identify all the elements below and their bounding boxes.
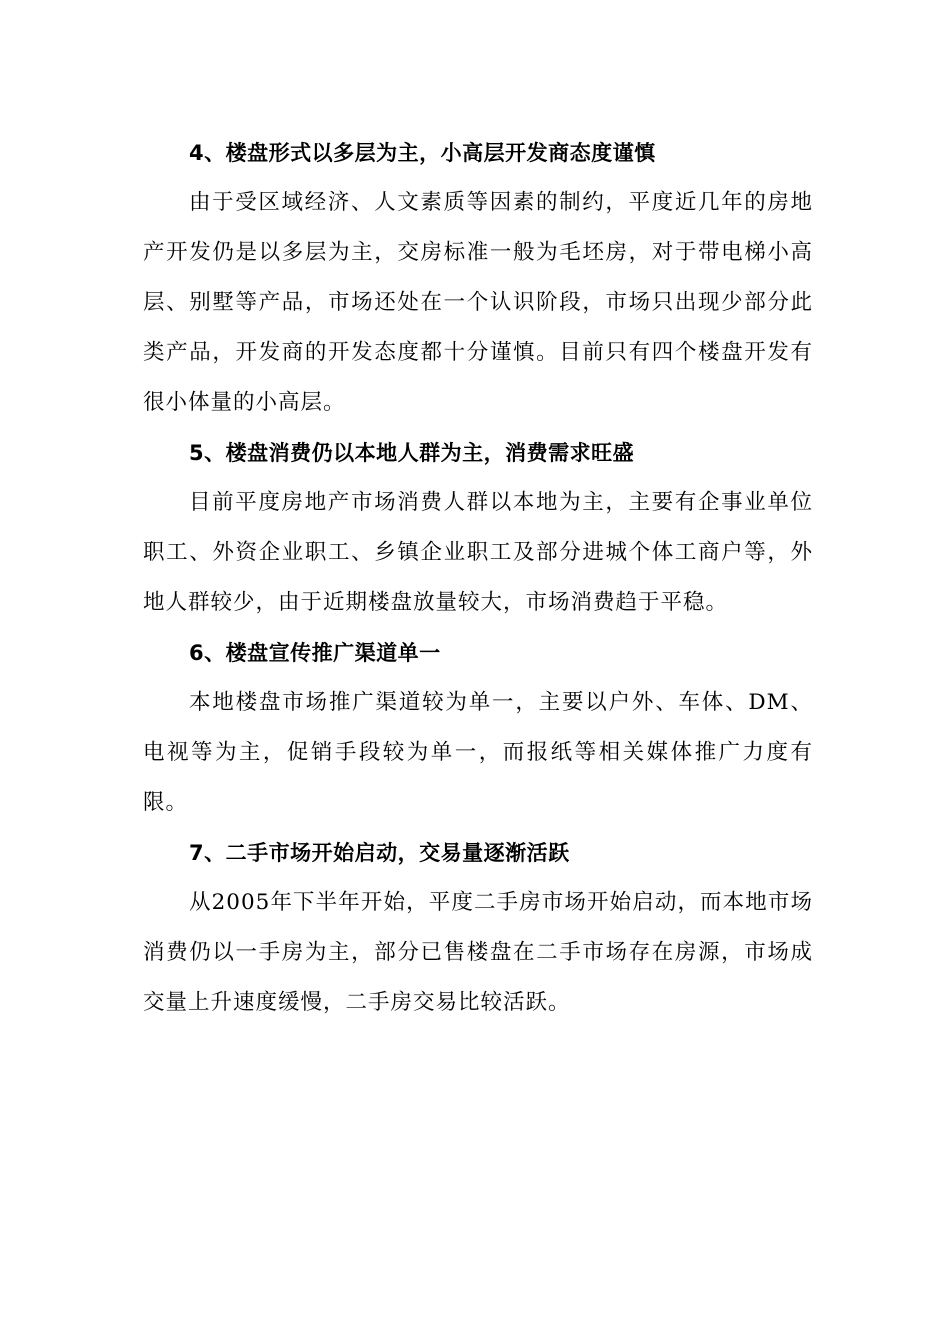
section-body-7: 从2005年下半年开始，平度二手房市场开始启动，而本地市场消费仍以一手房为主，部分已售楼盘在二手市场存在房源，市场成交量上升速度缓慢，二手房交易比较活跃。 — [143, 890, 813, 1015]
section-body-6: 本地楼盘市场推广渠道较为单一，主要以户外、车体、DM、电视等为主，促销手段较为单一，而报纸等相关媒体推广力度有限。 — [143, 690, 813, 815]
section-body-4: 由于受区域经济、人文素质等因素的制约，平度近几年的房地产开发仍是以多层为主，交房标准一般为毛坯房，对于带电梯小高层、别墅等产品，市场还处在一个认识阶段，市场只出现少部分此类产品，开发商的开发态度都十分谨慎。目前只有四个楼盘开发有很小体量的小高层。 — [143, 190, 813, 415]
document-content — [143, 128, 813, 1028]
section-heading-7: 7、二手市场开始启动，交易量逐渐活跃 — [189, 841, 570, 865]
section-heading-4: 4、楼盘形式以多层为主，小高层开发商态度谨慎 — [189, 141, 656, 165]
section-heading-6: 6、楼盘宣传推广渠道单一 — [189, 641, 441, 665]
section-body-5: 目前平度房地产市场消费人群以本地为主，主要有企事业单位职工、外资企业职工、乡镇企业职工及部分进城个体工商户等，外地人群较少，由于近期楼盘放量较大，市场消费趋于平稳。 — [143, 490, 813, 615]
section-heading-5: 5、楼盘消费仍以本地人群为主，消费需求旺盛 — [189, 441, 635, 465]
